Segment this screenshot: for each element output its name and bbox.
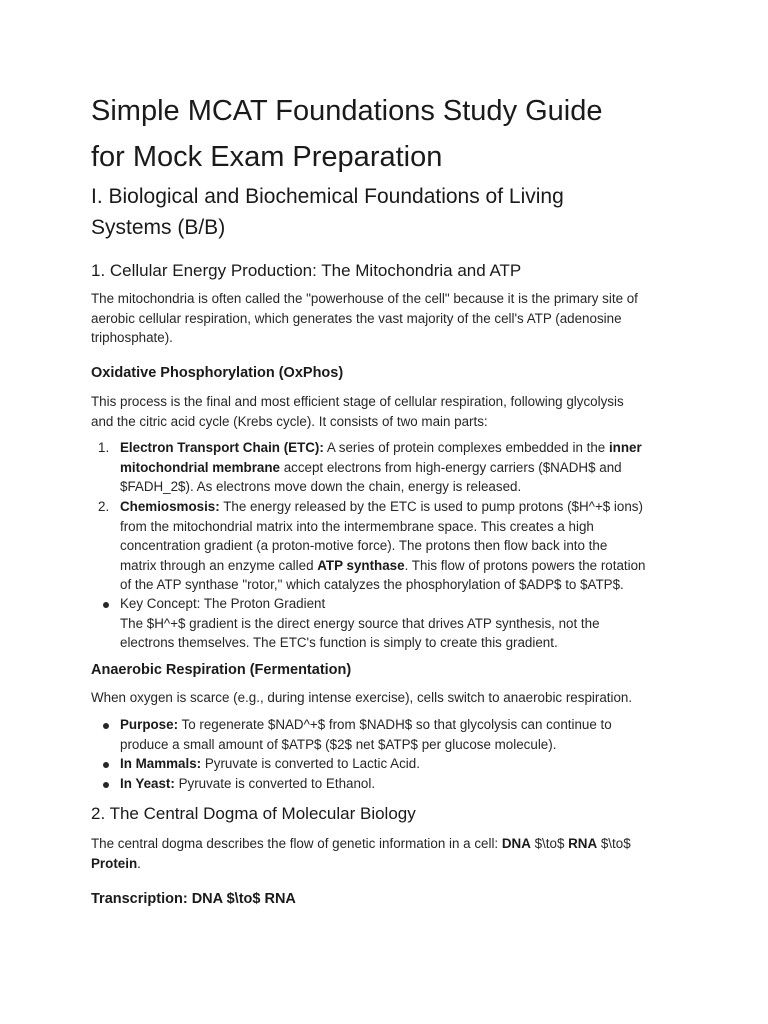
paragraph-line: When oxygen is scarce (e.g., during intense exercise), cells switch to anaerobic respiration.: [91, 690, 633, 705]
paragraph-line: [91, 854, 141, 874]
text-span: $\to$: [597, 836, 631, 851]
section-heading-biological-foundations: [91, 181, 691, 243]
text-span: The central dogma describes the flow of genetic information in a cell:: [91, 836, 502, 851]
bullet-icon: [103, 602, 109, 608]
list-item-yeast: [120, 774, 680, 794]
list-item-chemiosmosis: [120, 497, 680, 595]
subsection-heading-mitochondria: 1. Cellular Energy Production: The Mitochondria and ATP: [91, 261, 522, 280]
heading-anaerobic-respiration: Anaerobic Respiration (Fermentation): [91, 662, 352, 678]
text-span: Pyruvate is converted to Lactic Acid.: [201, 756, 420, 771]
bold-text: mitochondrial membrane: [120, 459, 280, 475]
text-span: A series of protein complexes embedded in the: [323, 440, 609, 455]
subsection-heading-central-dogma: 2. The Central Dogma of Molecular Biology: [91, 804, 416, 823]
bullet-icon: [103, 723, 109, 729]
bullet-icon: [103, 782, 109, 788]
paragraph-line: aerobic cellular respiration, which generates the vast majority of the cell's ATP (adenosine: [91, 310, 622, 326]
list-item-line: concentration gradient (a proton-motive force). The protons then flow back into the: [120, 538, 608, 553]
list-item-line: Key Concept: The Proton Gradient: [120, 596, 326, 611]
bold-text: Protein: [91, 855, 138, 871]
paragraph-line: and the citric acid cycle (Krebs cycle). It consists of two main parts:: [91, 413, 488, 429]
heading-transcription: Transcription: DNA $\to$ RNA: [91, 891, 296, 907]
bold-text: ATP synthase: [317, 557, 405, 573]
bold-text: RNA: [568, 836, 598, 851]
text-span: $\to$: [530, 836, 569, 851]
term-mammals: In Mammals:: [120, 756, 202, 771]
list-item-line: [120, 715, 680, 735]
text-span: . This flow of protons powers the rotation: [404, 557, 646, 573]
list-item-mammals: [120, 754, 680, 774]
list-item-line: [120, 556, 680, 576]
title-line-2: for Mock Exam Preparation: [91, 141, 443, 173]
list-marker: 1.: [98, 440, 110, 455]
bullet-icon: [103, 762, 109, 768]
term-chemiosmosis: Chemiosmosis:: [120, 499, 220, 514]
list-item-line: [120, 774, 680, 794]
text-span: matrix through an enzyme called: [120, 557, 318, 573]
text-span: Pyruvate is converted to Ethanol.: [174, 776, 376, 791]
text-span: The energy released by the ETC is used to pump protons ($H^+$ ions): [219, 499, 643, 514]
list-item-line: [120, 458, 680, 478]
list-item-purpose: [120, 715, 680, 754]
list-item-line: [120, 438, 680, 458]
list-marker: 2.: [98, 499, 110, 514]
list-item-line: [120, 497, 680, 517]
document-title: [91, 88, 691, 180]
list-item-line: $FADH_2$). As electrons move down the chain, energy is released.: [120, 479, 522, 494]
list-item-line: produce a small amount of $ATP$ ($2$ net $ATP$ per glucose molecule).: [120, 736, 557, 752]
text-span: accept electrons from high-energy carriers ($NADH$ and: [279, 459, 622, 475]
section-heading-line-1: I. Biological and Biochemical Foundations of Living: [91, 185, 564, 208]
term-purpose: Purpose:: [120, 717, 179, 732]
title-line-1: Simple MCAT Foundations Study Guide: [91, 95, 603, 127]
heading-oxidative-phosphorylation: Oxidative Phosphorylation (OxPhos): [91, 365, 344, 381]
list-item-etc: [120, 438, 680, 497]
text-span: To regenerate $NAD^+$ from $NADH$ so that glycolysis can continue to: [178, 717, 612, 732]
list-item-line: electrons themselves. The ETC's function is simply to create this gradient.: [120, 635, 558, 650]
list-item-line: [120, 754, 680, 774]
term-etc: Electron Transport Chain (ETC):: [120, 440, 324, 455]
bold-text: DNA: [501, 836, 531, 851]
paragraph-line: [91, 834, 631, 854]
bold-text: inner: [608, 440, 642, 455]
term-yeast: In Yeast:: [120, 776, 175, 791]
list-item-line: from the mitochondrial matrix into the intermembrane space. This creates a high: [120, 518, 594, 534]
text-span: .: [137, 855, 141, 871]
section-heading-line-2: Systems (B/B): [91, 216, 226, 239]
paragraph-line: This process is the final and most efficient stage of cellular respiration, following glycolysis: [91, 394, 624, 409]
list-item-line: The $H^+$ gradient is the direct energy source that drives ATP synthesis, not the: [120, 615, 600, 631]
paragraph-line: triphosphate).: [91, 330, 173, 345]
list-item-line: of the ATP synthase "rotor," which catalyzes the phosphorylation of $ADP$ to $ATP$.: [120, 577, 624, 592]
list-item-key-concept: [120, 594, 680, 653]
paragraph-line: The mitochondria is often called the "powerhouse of the cell" because it is the primary site of: [91, 291, 638, 306]
